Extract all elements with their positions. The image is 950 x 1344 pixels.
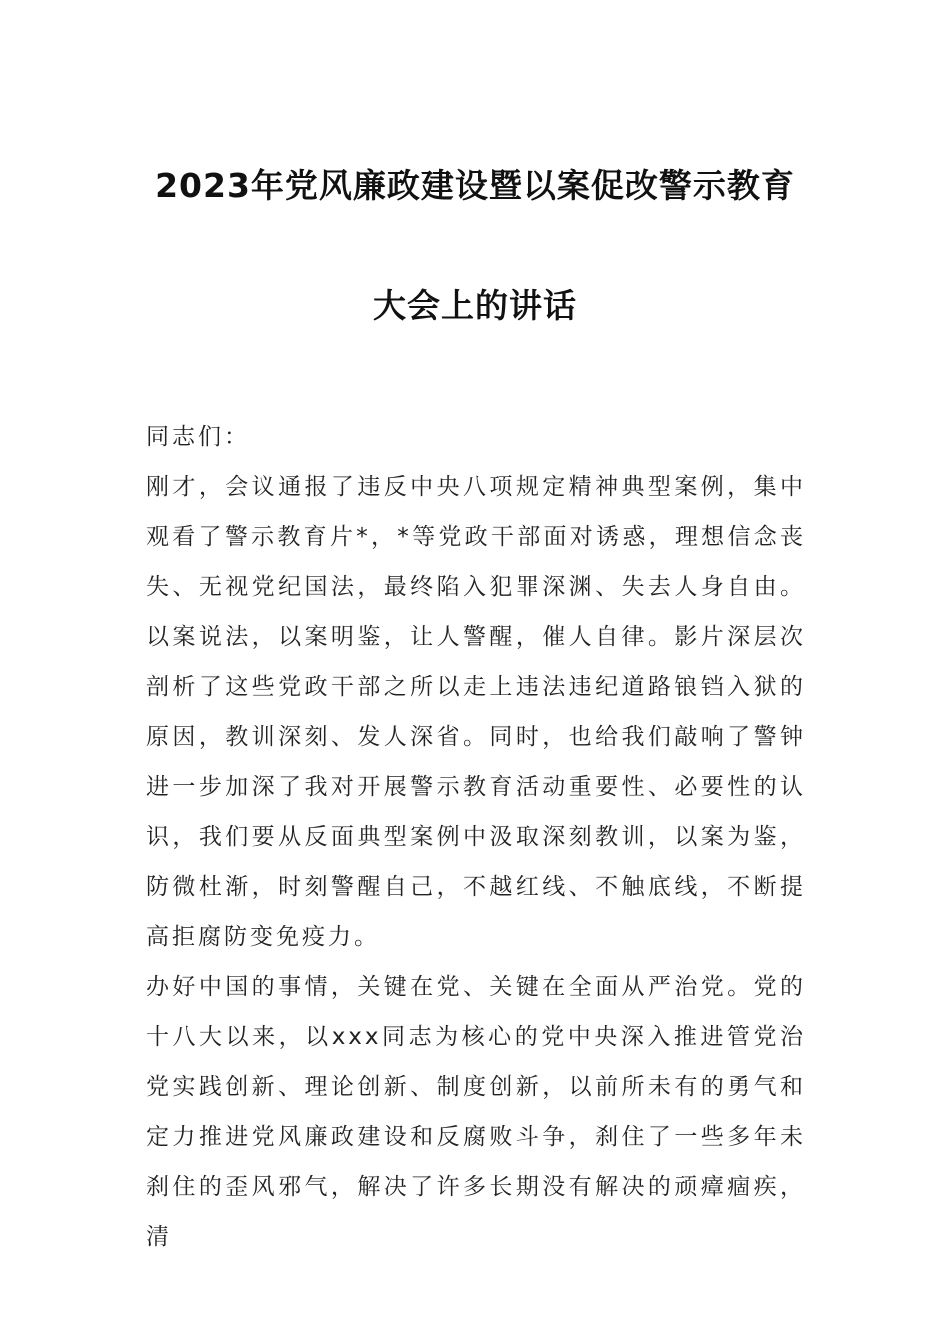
paragraph-1: 刚才，会议通报了违反中央八项规定精神典型案例，集中观看了警示教育片*，*等党政干部面对诱惑，理想信念丧失、无视党纪国法，最终陷入犯罪深渊、失去人身自由。以案说法，以案明鉴，让人警醒，催人自律。影片深层次剖析了这些党政干部之所以走上违法违纪道路锒铛入狱的原因，教训深刻、发人深省。同时，也给我们敲响了警钟进一步加深了我对开展警示教育活动重要性、必要性的认识，我们要从反面典型案例中汲取深刻教训，以案为鉴，防微杜渐，时刻警醒自己，不越红线、不触底线，不断提高拒腐防变免疫力。 [146,474,806,950]
document-body [146,412,806,1262]
document-title-line-2: 大会上的讲话 [373,286,577,325]
paragraph-2: 办好中国的事情，关键在党、关键在全面从严治党。党的十八大以来，以xxx同志为核心的党中央深入推进管党治党实践创新、理论创新、制度创新，以前所未有的勇气和定力推进党风廉政建设和反腐败斗争，刹住了一些多年未刹住的歪风邪气，解决了许多长期没有解决的顽瘴痼疾，清 [146,974,806,1250]
document-title-line-1: 2023年党风廉政建设暨以案促改警示教育 [155,166,795,205]
greeting: 同志们： [146,424,250,450]
